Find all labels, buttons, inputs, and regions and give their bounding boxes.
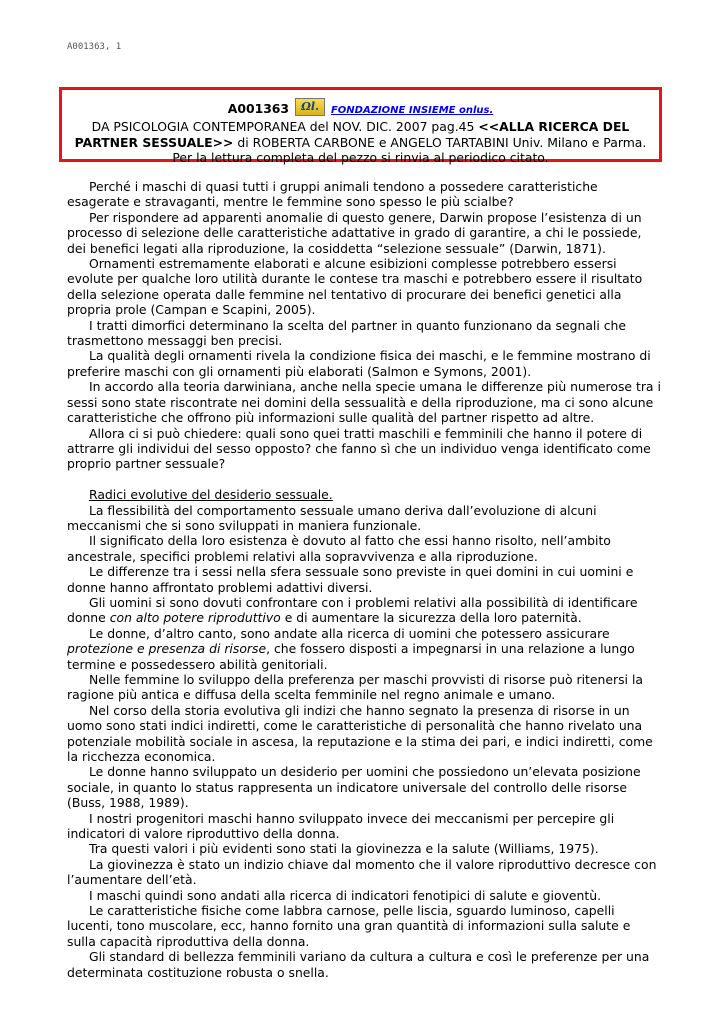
page-identifier: A001363, 1: [67, 42, 122, 52]
paragraph: Il significato della loro esistenza è dovuto al fatto che essi hanno risolto, nell’ambito ancestrale, specifici problemi relativi alla sopravvivenza e alla riproduzione.: [67, 533, 611, 564]
paragraph: Allora ci si può chiedere: quali sono quei tratti maschili e femminili che hanno il potere di attrarre gli individui del sesso opposto? che fanno sì che un individuo venga identificato come proprio partner sessuale?: [67, 425, 651, 472]
text-run: , che fossero disposti a impegnarsi in una relazione a lungo termine e possedessero abilità genitoriali.: [67, 641, 635, 672]
emphasis: protezione e presenza di risorse: [67, 641, 267, 657]
paragraph: La qualità degli ornamenti rivela la condizione fisica dei maschi, e le femmine mostrano di preferire maschi con gli ornamenti più elaborati (Salmon e Symons, 2001).: [67, 348, 651, 379]
article-title-part-2: PARTNER SESSUALE>>: [74, 134, 234, 150]
paragraph: Ornamenti estremamente elaborati e alcune esibizioni complesse potrebbero essersi evolute per qualche loro utilità durante le contese tra maschi e potrebbero essere il risultato della selezione operata dalle femmine nel tentativo di procurare dei benefici genetici alla propria prole (Campan e Scapini, 2005).: [67, 256, 643, 318]
paragraph: In accordo alla teoria darwiniana, anche nella specie umana le differenze più numerose tra i sessi sono state riscontrate nei domini della sessualità e della riproduzione, ma ci sono alcune caratteristiche che offrono più informazioni sulle qualità del partner rispetto ad altre.: [67, 379, 661, 426]
text-run: Gli uomini si sono dovuti confrontare con i problemi relativi alla possibilità di identificare donne: [67, 594, 638, 626]
paragraph: Tra questi valori i più evidenti sono stati la giovinezza e la salute (Williams, 1975).: [89, 841, 599, 857]
paragraph: Le differenze tra i sessi nella sfera sessuale sono previste in quei domini in cui uomini e donne hanno affrontato problemi adattivi diversi.: [67, 564, 634, 595]
article-title-part-1: <<ALLA RICERCA DEL: [478, 118, 630, 134]
paragraph: Per rispondere ad apparenti anomalie di questo genere, Darwin propose l’esistenza di un processo di selezione delle caratteristiche adattative in grado di garantire, a chi le possiede, dei benefici legati alla riproduzione, la cosiddetta “selezione sessuale” (Darwin, 1871).: [67, 209, 642, 256]
paragraph: [67, 595, 662, 626]
paragraph: Le caratteristiche fisiche come labbra carnose, pelle liscia, sguardo luminoso, capelli lucenti, tono muscolare, ecc, hanno fornito una gran quantità di informazioni sulla salute e sulla capacità riproduttiva della donna.: [67, 903, 631, 949]
section-heading: Radici evolutive del desiderio sessuale.: [89, 487, 333, 503]
article-header-box: [59, 87, 662, 166]
paragraph: Nelle femmine lo sviluppo della preferenza per maschi provvisti di risorse può ritenersi la ragione più antica e diffusa della scelta femminile nel regno animale e umano.: [67, 671, 643, 703]
foundation-logo: [295, 98, 325, 116]
paragraph: La flessibilità del comportamento sessuale umano deriva dall’evoluzione di alcuni meccanismi che si sono sviluppati in maniera funzionale.: [67, 502, 597, 533]
article-body: [67, 179, 662, 980]
paragraph: I tratti dimorfici determinano la scelta del partner in quanto funzionano da segnali che trasmettono messaggi ben precisi.: [67, 317, 627, 349]
authors: di ROBERTA CARBONE e ANGELO TARTABINI Univ. Milano e Parma.: [233, 134, 647, 150]
paragraph: Le donne hanno sviluppato un desiderio per uomini che possiedono un’elevata posizione sociale, in quanto lo status rappresenta un indicatore universale del controllo delle risorse (Buss, 1988, 1989).: [67, 764, 641, 811]
foundation-link[interactable]: FONDAZIONE INSIEME onlus.: [330, 105, 494, 116]
emphasis: con alto potere riproduttivo: [109, 610, 281, 626]
header-line-3: [62, 135, 659, 151]
header-line-4: Per la lettura completa del pezzo si rinvia al periodico citato.: [172, 150, 549, 166]
paragraph: Nel corso della storia evolutiva gli indizi che hanno segnato la presenza di risorse in un uomo sono stati indici indiretti, come le caratteristiche di personalità che hanno rivelato una potenziale mobilità sociale in ascesa, la reputazione e la stima dei pari, e indici indiretti, come la ricchezza economica.: [67, 702, 653, 765]
paragraph: Perché i maschi di quasi tutti i gruppi animali tendono a possedere caratteristiche esagerate e stravaganti, mentre le femmine sono spesso le più scialbe?: [67, 179, 598, 210]
paragraph: [67, 626, 662, 672]
source-reference: DA PSICOLOGIA CONTEMPORANEA del NOV. DIC. 2007 pag.45: [91, 118, 479, 134]
document-code: A001363: [227, 101, 290, 116]
paragraph: I maschi quindi sono andati alla ricerca di indicatori fenotipici di salute e gioventù.: [89, 887, 602, 903]
paragraph: Gli standard di bellezza femminili variano da cultura a cultura e così le preferenze per una determinata costituzione robusta o snella.: [67, 949, 650, 980]
paragraph: La giovinezza è stato un indizio chiave dal momento che il valore riproduttivo decresce con l’aumentare dell’età.: [67, 856, 657, 888]
header-line-1: [62, 98, 659, 119]
header-line-2: [62, 119, 659, 135]
text-run: e di aumentare la sicurezza della loro paternità.: [280, 610, 582, 626]
logo-text: Ωl.: [301, 100, 319, 113]
text-run: Le donne, d’altro canto, sono andate alla ricerca di uomini che potessero assicurare: [89, 625, 610, 641]
paragraph: I nostri progenitori maschi hanno sviluppato invece dei meccanismi per percepire gli indicatori di valore riproduttivo della donna.: [67, 810, 615, 842]
